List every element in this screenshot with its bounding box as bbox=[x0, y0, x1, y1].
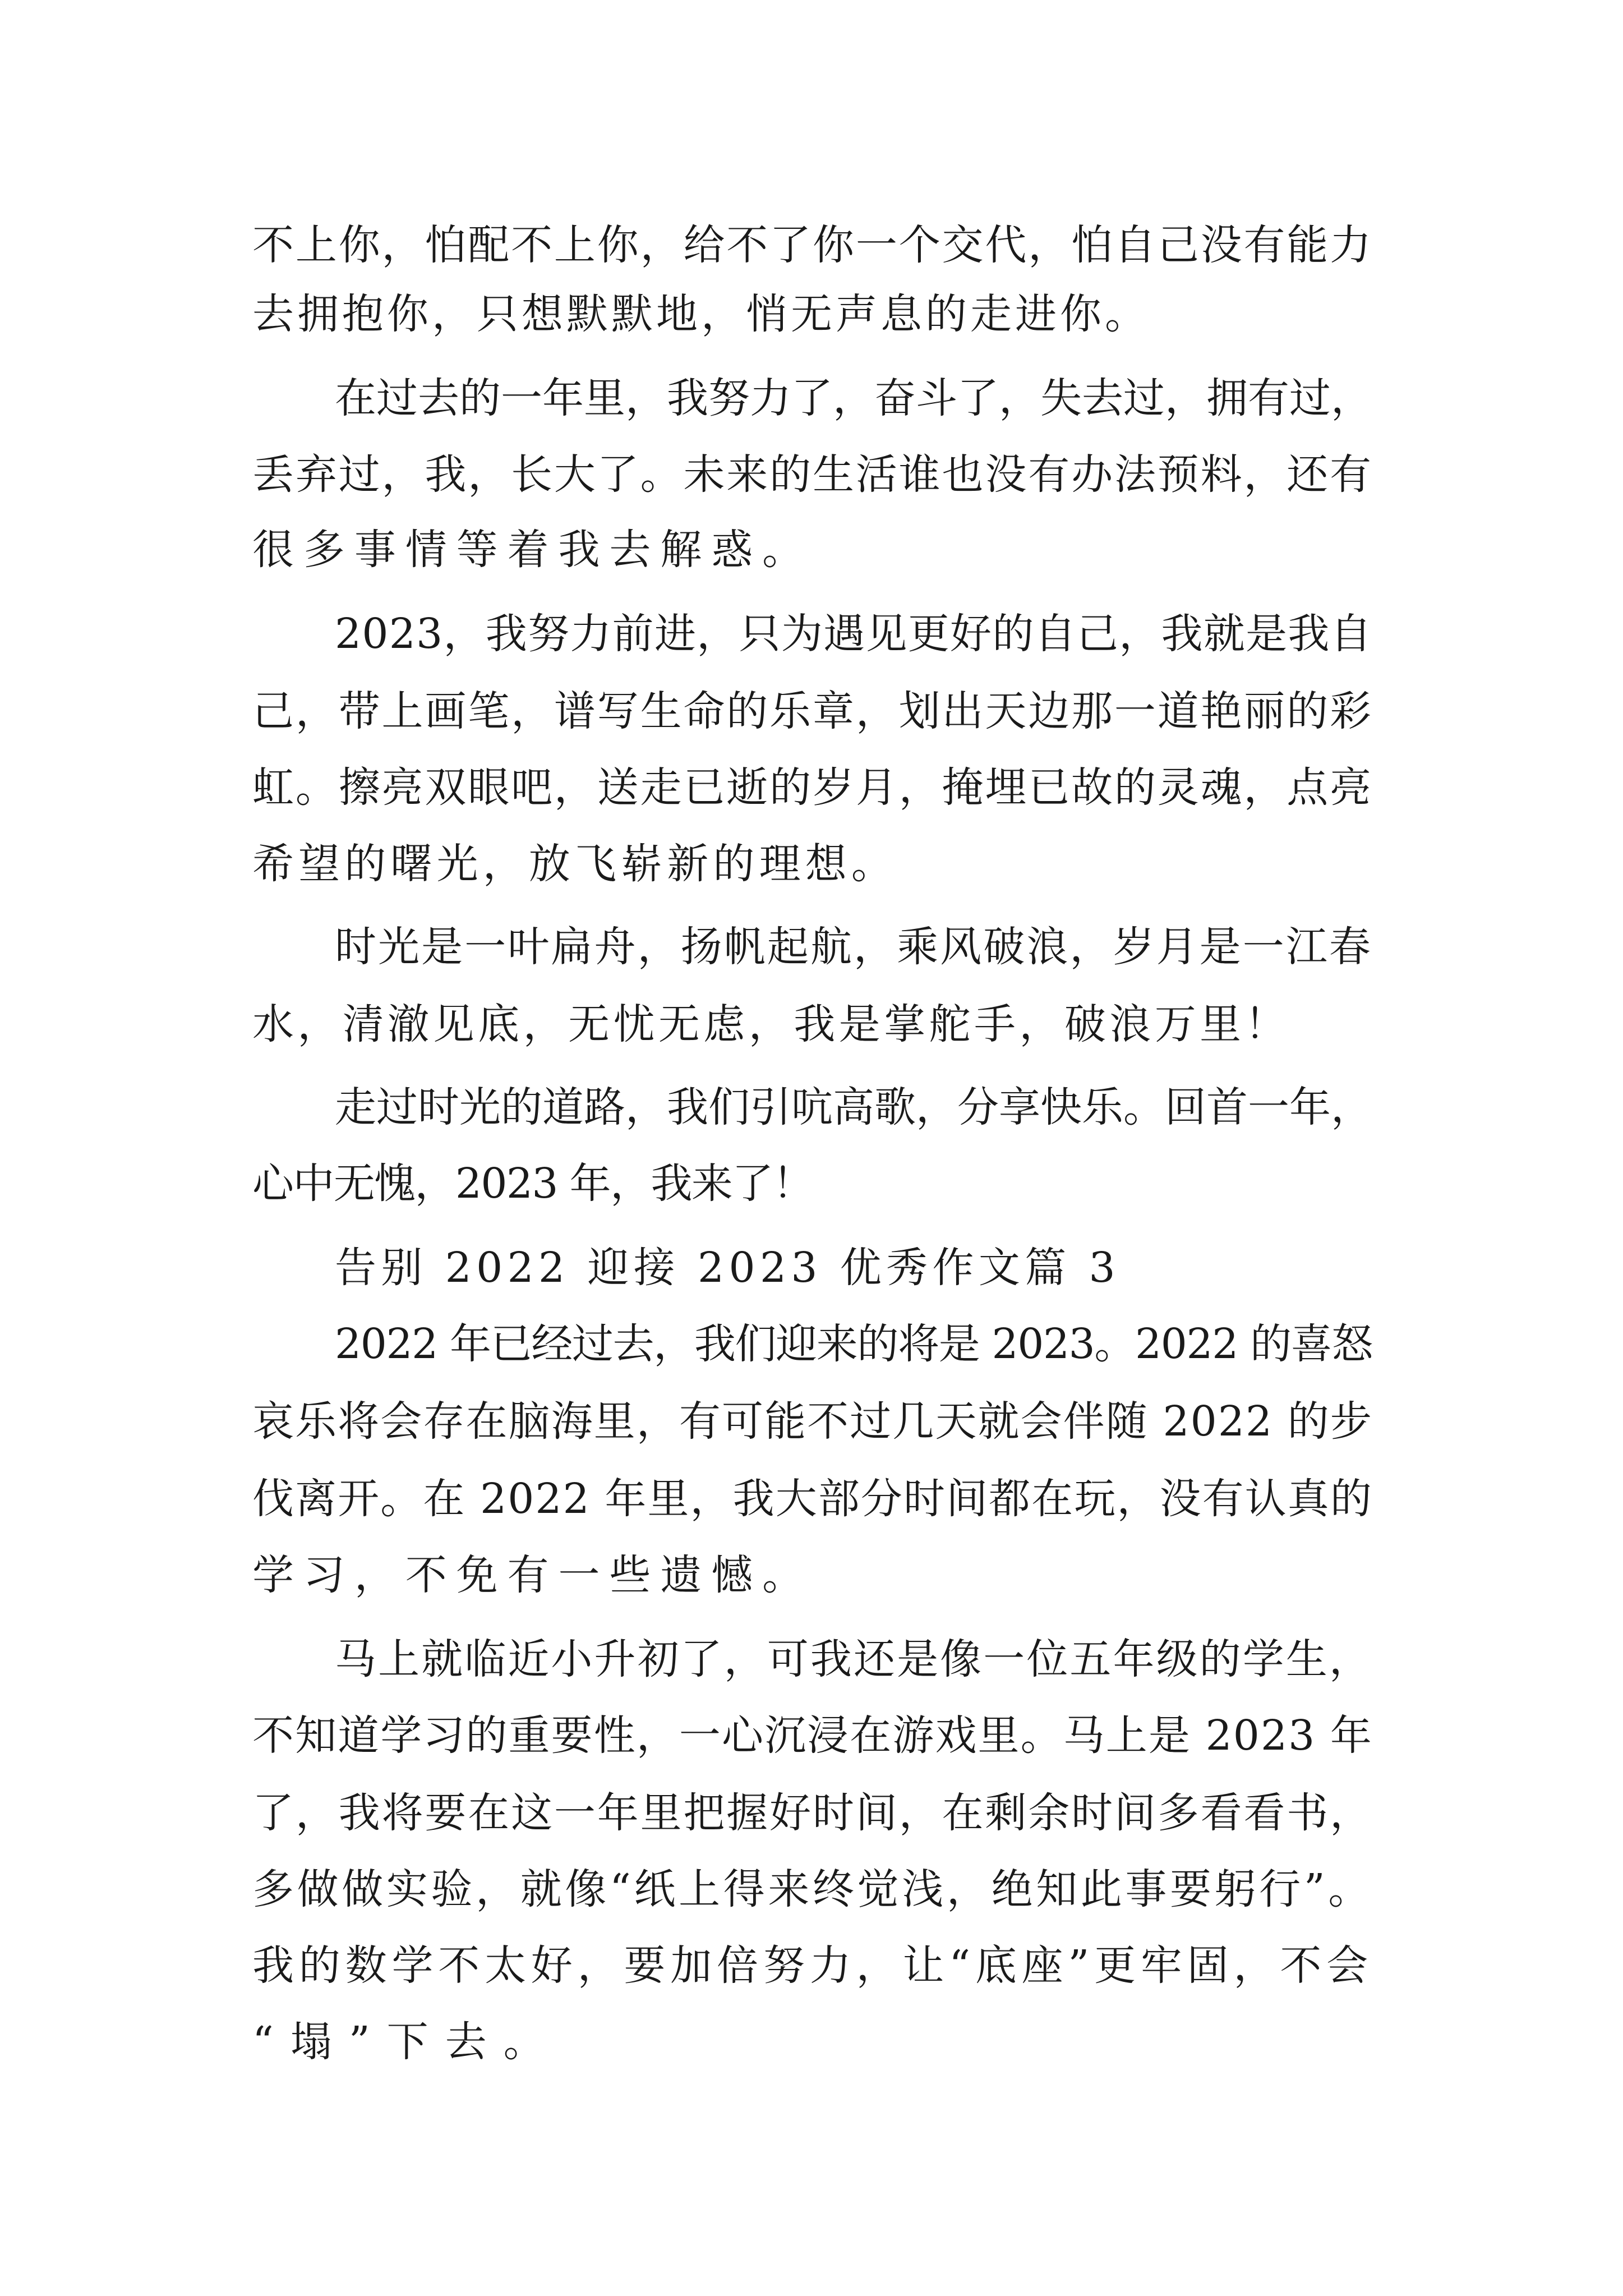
paragraph-line-12: 走过时光的道路，我们引吭高歌，分享快乐。回首一年， bbox=[335, 1083, 1372, 1131]
paragraph-line-3: 在过去的一年里，我努力了，奋斗了，失去过，拥有过， bbox=[335, 374, 1372, 422]
text-line-21: 了，我将要在这一年里把握好时间，在剩余时间多看看书， bbox=[252, 1789, 1373, 1837]
section-heading: 告别 2022 迎接 2023 优秀作文篇 3 bbox=[335, 1244, 1120, 1292]
text-line-13: 心中无愧，2023 年，我来了！ bbox=[252, 1159, 813, 1208]
text-line-8: 虹。擦亮双眼吧，送走已逝的岁月，掩埋已故的灵魂，点亮 bbox=[252, 763, 1373, 812]
text-line-17: 伐离开。在 2022 年里，我大部分时间都在玩，没有认真的 bbox=[252, 1475, 1373, 1523]
text-line-18: 学习，不免有一些遗憾。 bbox=[252, 1551, 813, 1599]
text-line-23: 我的数学不太好，要加倍努力，让“底座”更牢固，不会 bbox=[252, 1941, 1373, 1990]
text-line-5: 很多事情等着我去解惑。 bbox=[252, 526, 813, 574]
text-line-1: 不上你，怕配不上你，给不了你一个交代，怕自己没有能力 bbox=[252, 221, 1373, 269]
text-line-7: 己，带上画笔，谱写生命的乐章，划出天边那一道艳丽的彩 bbox=[252, 687, 1373, 735]
text-line-2: 去拥抱你，只想默默地，悄无声息的走进你。 bbox=[252, 290, 1150, 338]
paragraph-line-15: 2022 年已经过去，我们迎来的将是 2023。2022 的喜怒 bbox=[335, 1320, 1372, 1368]
text-line-4: 丢弃过，我，长大了。未来的生活谁也没有办法预料，还有 bbox=[252, 450, 1373, 499]
text-line-24: “塌”下去。 bbox=[252, 2018, 562, 2066]
paragraph-line-19: 马上就临近小升初了，可我还是像一位五年级的学生， bbox=[335, 1635, 1372, 1683]
text-line-20: 不知道学习的重要性，一心沉浸在游戏里。马上是 2023 年 bbox=[252, 1711, 1373, 1760]
paragraph-line-6: 2023，我努力前进，只为遇见更好的自己，我就是我自 bbox=[335, 610, 1372, 658]
text-line-16: 哀乐将会存在脑海里，有可能不过几天就会伴随 2022 的步 bbox=[252, 1397, 1373, 1446]
text-line-22: 多做做实验，就像“纸上得来终觉浅，绝知此事要躬行”。 bbox=[252, 1865, 1373, 1913]
text-line-11: 水，清澈见底，无忧无虑，我是掌舵手，破浪万里！ bbox=[252, 1000, 1290, 1048]
paragraph-line-10: 时光是一叶扁舟，扬帆起航，乘风破浪，岁月是一江春 bbox=[335, 923, 1372, 971]
text-line-9: 希望的曙光，放飞崭新的理想。 bbox=[252, 840, 897, 888]
